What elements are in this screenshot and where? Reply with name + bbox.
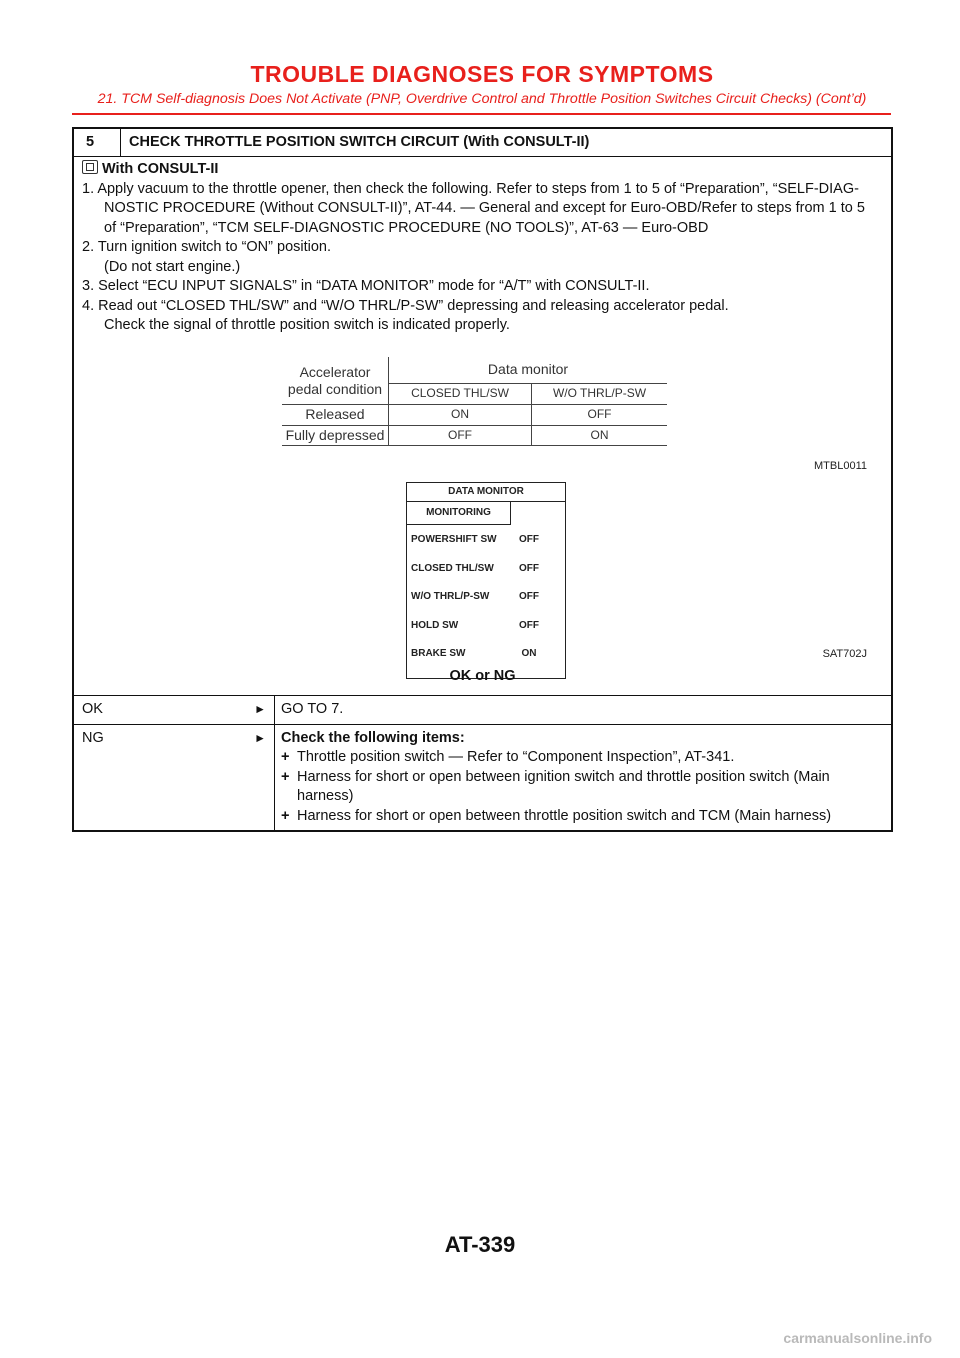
ok-or-ng-label: OK or NG (449, 668, 516, 684)
monitor-item-name: HOLD SW (411, 620, 459, 631)
branch-ng-label: NG (82, 729, 104, 746)
monitor-row (411, 616, 561, 636)
step-header (74, 129, 891, 157)
table-group-header: Data monitor (389, 357, 668, 384)
monitor-item-value: OFF (519, 591, 539, 602)
table-col-header: CLOSED THL/SW (389, 384, 532, 405)
check-item (281, 768, 885, 807)
step-2: 2. Turn ignition switch to “ON” position. (82, 239, 332, 255)
page-subtitle: 21. TCM Self-diagnosis Does Not Activate (PNP, Overdrive Control and Throttle Position Switches Circuit Checks) (Cont’d) (97, 91, 867, 107)
step-1: 1. Apply vacuum to the throttle opener, then check the following. Refer to steps from 1 to 5 of “Preparation”, “SELF-DIAG- (82, 180, 859, 197)
monitor-item-name: POWERSHIFT SW (411, 534, 497, 545)
monitor-title: DATA MONITOR (407, 483, 565, 502)
monitor-item-name: BRAKE SW (411, 648, 466, 659)
table-col-header: W/O THRL/P-SW (532, 384, 668, 405)
step-number: 5 (74, 129, 121, 156)
step-box (72, 127, 893, 832)
figure-code: SAT702J (822, 648, 867, 660)
header-divider (72, 113, 891, 115)
table-cell: ON (532, 425, 668, 446)
branch-label (74, 725, 274, 831)
step-4-note: Check the signal of throttle position switch is indicated properly. (104, 317, 510, 333)
step-title: CHECK THROTTLE POSITION SWITCH CIRCUIT (With CONSULT-II) (129, 134, 590, 150)
page-title: TROUBLE DIAGNOSES FOR SYMPTOMS (250, 61, 714, 87)
switch-state-table (282, 357, 667, 446)
table-cell: OFF (532, 405, 668, 426)
table-corner-header (282, 357, 389, 405)
table-row-label: Fully depressed (282, 425, 389, 446)
table-cell: OFF (389, 425, 532, 446)
corner-line-1: Accelerator (299, 363, 371, 380)
check-heading: Check the following items: (281, 729, 465, 746)
monitor-item-name: W/O THRL/P-SW (411, 591, 490, 602)
monitor-row (411, 559, 561, 579)
data-monitor-screen (406, 482, 566, 679)
page-header (72, 60, 892, 108)
step-3: 3. Select “ECU INPUT SIGNALS” in “DATA MONITOR” mode for “A/T” with CONSULT-II. (82, 278, 650, 294)
monitor-item-name: CLOSED THL/SW (411, 563, 494, 574)
step-1-cont-2: of “Preparation”, “TCM SELF-DIAGNOSTIC PROCEDURE (NO TOOLS)”, AT-63 — Euro-OBD (104, 219, 709, 236)
monitor-item-value: OFF (519, 534, 539, 545)
step-4: 4. Read out “CLOSED THL/SW” and “W/O THRL/P-SW” depressing and releasing accelerator pedal. (82, 297, 729, 314)
branch-ok (74, 696, 891, 724)
monitor-item-value: OFF (519, 620, 539, 631)
step-2-note: (Do not start engine.) (104, 258, 241, 275)
monitor-item-value: OFF (519, 563, 539, 574)
branch-ok-action: GO TO 7. (274, 696, 891, 724)
monitor-row (411, 530, 561, 550)
check-item-line: harness) (297, 788, 354, 804)
consult-tool-icon (82, 160, 98, 174)
monitor-item-value: ON (521, 648, 537, 659)
monitor-row (411, 587, 561, 607)
check-item: + Throttle position switch — Refer to “Component Inspection”, AT-341. (281, 748, 885, 768)
check-item-line: Harness for short or open between ignition switch and throttle position switch (Main (297, 768, 830, 785)
table-cell: ON (389, 405, 532, 426)
branch-label (74, 696, 274, 724)
branch-ng-action (274, 725, 891, 831)
step-body (74, 157, 891, 696)
page-number: AT-339 (444, 1232, 516, 1257)
procedure-steps (82, 180, 891, 336)
watermark: carmanualsonline.info (783, 1330, 932, 1346)
arrow-right-icon: ► (254, 730, 266, 745)
arrow-right-icon: ► (254, 702, 266, 716)
consult-line (82, 160, 891, 180)
table-row-label: Released (282, 405, 389, 426)
consult-label: With CONSULT-II (102, 161, 219, 177)
branch-ok-label: OK (82, 701, 103, 717)
step-1-cont: NOSTIC PROCEDURE (Without CONSULT-II)”, AT-44. — General and except for Euro-OBD/Refer to steps from 1 to 5 (104, 200, 865, 216)
branch-ng (74, 724, 891, 831)
corner-line-2: pedal condition (287, 380, 383, 397)
monitor-row (411, 644, 561, 664)
monitor-subtitle: MONITORING (407, 502, 511, 525)
figure-code: MTBL0011 (814, 460, 867, 472)
check-item: + Harness for short or open between throttle position switch and TCM (Main harness) (281, 807, 885, 827)
